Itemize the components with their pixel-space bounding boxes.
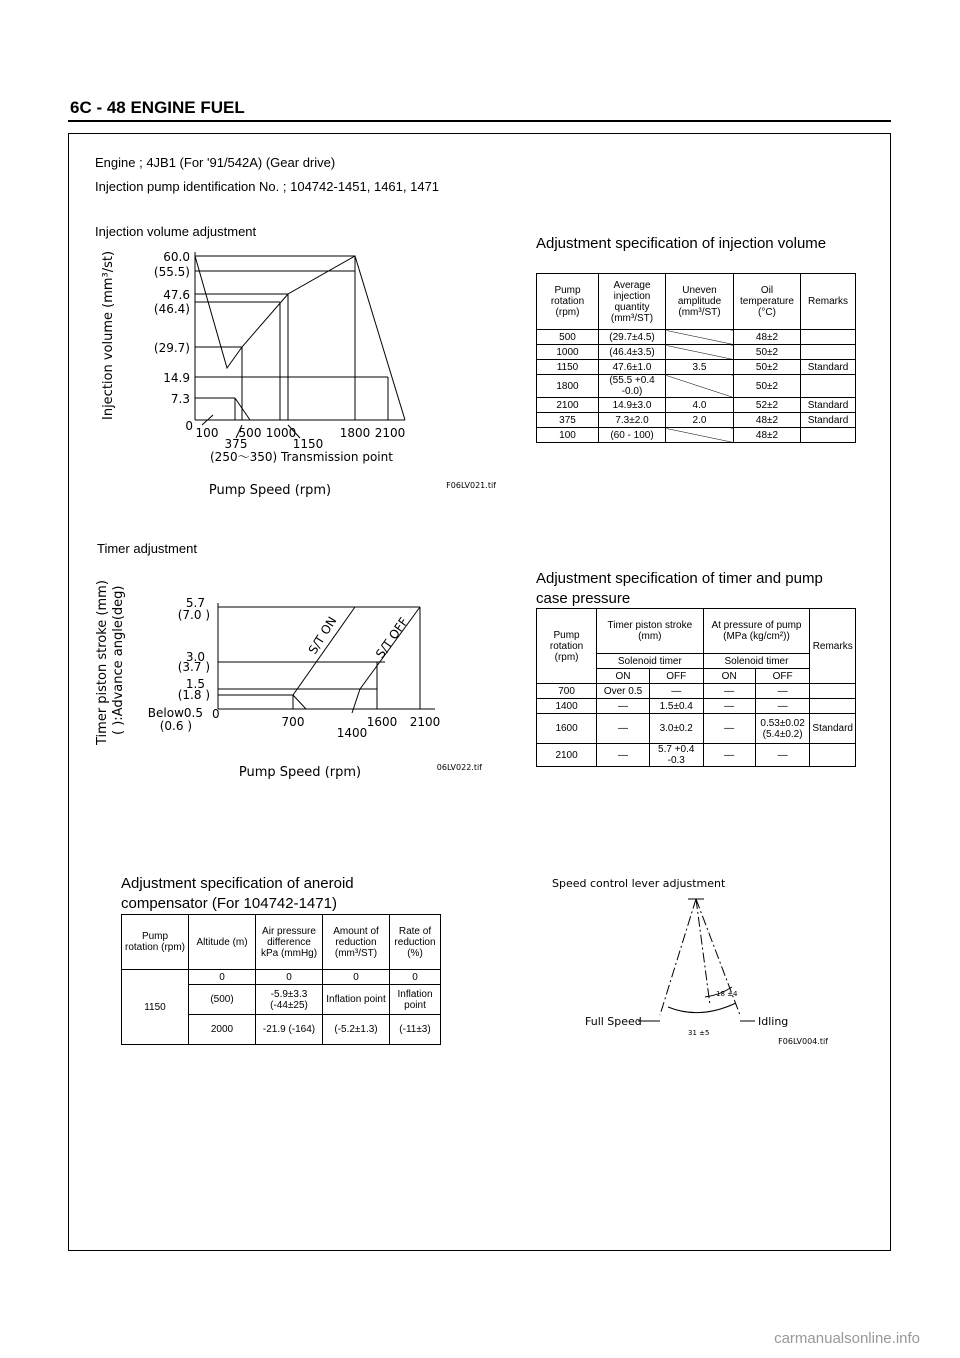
- inj-table-title: Adjustment specification of injection volume: [536, 235, 827, 252]
- lever-arc-outer: [668, 1003, 736, 1013]
- table-cell: 50±2: [734, 375, 801, 398]
- table-row: [537, 428, 856, 443]
- injection-trans-point: (250〜350) Transmission point: [210, 450, 393, 464]
- table-cell: 375: [537, 413, 599, 428]
- ath-alt: Altitude (m): [189, 915, 256, 970]
- timer-ytick: 3.0: [185, 650, 205, 664]
- table-cell: —: [703, 699, 755, 714]
- timer-ytick: (1.8 ): [177, 688, 210, 702]
- lever-angle2: 31 ±5: [688, 1029, 710, 1037]
- injection-curve: [195, 256, 405, 420]
- inj-ytick: 60.0: [163, 250, 190, 264]
- table-cell: [666, 330, 734, 345]
- inj-ytick: 14.9: [163, 371, 190, 385]
- table-cell: 1400: [537, 699, 597, 714]
- header-rule: [68, 120, 891, 122]
- th-oil: Oil temperature (°C): [734, 274, 801, 330]
- table-row: [537, 684, 856, 699]
- th-remarks: Remarks: [801, 274, 856, 330]
- table-cell: [801, 375, 856, 398]
- table-cell: 2.0: [666, 413, 734, 428]
- table-cell: 52±2: [734, 398, 801, 413]
- table-cell: —: [649, 684, 703, 699]
- timer-ytick: Below0.5: [147, 706, 203, 720]
- timer-on-foot: [293, 695, 306, 709]
- table-cell: —: [755, 744, 810, 767]
- table-cell: Inflation point: [323, 985, 390, 1015]
- th-pump: Pump rotation (rpm): [537, 274, 599, 330]
- table-cell: [810, 744, 856, 767]
- table-cell: —: [703, 684, 755, 699]
- table-cell: 14.9±3.0: [599, 398, 666, 413]
- timer-xtick: 2100: [409, 715, 441, 729]
- timer-xlabel: Pump Speed (rpm): [238, 765, 362, 780]
- inj-xtick: 1000: [265, 426, 297, 440]
- inj-ytick: 47.6: [163, 288, 190, 302]
- aneroid-spec-table: [121, 914, 441, 1045]
- ath-air: Air pressure difference kPa (mmHg): [256, 915, 323, 970]
- table-cell: Standard: [801, 360, 856, 375]
- table-row: [537, 375, 856, 398]
- timer-heading: Timer adjustment: [97, 541, 197, 556]
- timer-ytick: (7.0 ): [177, 608, 210, 622]
- table-cell: 1150: [537, 360, 599, 375]
- tth-sol2: Solenoid timer: [703, 654, 810, 669]
- table-cell: 3.0±0.2: [649, 714, 703, 744]
- tth-remarks: Remarks: [810, 609, 856, 684]
- table-cell: (-5.2±1.3): [323, 1015, 390, 1045]
- table-cell: —: [755, 684, 810, 699]
- timer-ytick: 5.7: [185, 596, 205, 610]
- table-cell: —: [703, 744, 755, 767]
- table-cell: 48±2: [734, 413, 801, 428]
- table-cell: Inflation point: [390, 985, 441, 1015]
- timer-fig-id: 06LV022.tif: [436, 763, 482, 772]
- inj-ytick: 0: [185, 419, 193, 433]
- table-cell: [801, 330, 856, 345]
- inj-ytick: (29.7): [153, 341, 190, 355]
- timer-ytick: (3.7 ): [177, 660, 210, 674]
- tth-on2: ON: [703, 669, 755, 684]
- table-cell: 0: [323, 970, 390, 985]
- table-cell: 0: [189, 970, 256, 985]
- table-cell-rpm: 1150: [122, 970, 189, 1045]
- table-cell: (55.5 +0.4 -0.0): [599, 375, 666, 398]
- table-row: [122, 970, 441, 985]
- injection-xlabel: Pump Speed (rpm): [208, 483, 332, 498]
- timer-xtick: 700: [281, 715, 305, 729]
- table-cell: [666, 345, 734, 360]
- table-row: [537, 413, 856, 428]
- table-row: [537, 744, 856, 767]
- tth-on1: ON: [597, 669, 650, 684]
- table-cell: -21.9 (-164): [256, 1015, 323, 1045]
- table-cell: (29.7±4.5): [599, 330, 666, 345]
- table-cell: (60 - 100): [599, 428, 666, 443]
- table-cell: [810, 699, 856, 714]
- table-cell: 3.5: [666, 360, 734, 375]
- table-cell: 1.5±0.4: [649, 699, 703, 714]
- tth-off2: OFF: [755, 669, 810, 684]
- page-title: 6C - 48 ENGINE FUEL: [70, 98, 245, 117]
- timer-table-title: Adjustment specification of timer and pump case pressure: [536, 570, 823, 607]
- th-uneven: Uneven amplitude (mm³/ST): [666, 274, 734, 330]
- aneroid-table-title: Adjustment specification of aneroid compensator (For 104742-1471): [121, 875, 354, 912]
- table-cell: 500: [537, 330, 599, 345]
- inj-xtick: 100: [195, 426, 219, 440]
- table-cell: 47.6±1.0: [599, 360, 666, 375]
- timer-spec-table: [536, 608, 856, 767]
- table-cell: 4.0: [666, 398, 734, 413]
- table-cell: [666, 375, 734, 398]
- table-row: [537, 398, 856, 413]
- table-cell: 1600: [537, 714, 597, 744]
- table-cell: 0: [390, 970, 441, 985]
- table-cell: [801, 345, 856, 360]
- table-row: [537, 360, 856, 375]
- table-cell: Standard: [810, 714, 856, 744]
- lever-fig-id: F06LV004.tif: [778, 1037, 828, 1046]
- table-cell: (500): [189, 985, 256, 1015]
- table-cell: 1000: [537, 345, 599, 360]
- table-cell: 48±2: [734, 330, 801, 345]
- lever-angle1: 18 ±4: [716, 990, 738, 998]
- lever-title: Speed control lever adjustment: [552, 877, 726, 890]
- inj-ytick: 7.3: [170, 392, 190, 406]
- table-cell: —: [755, 699, 810, 714]
- table-cell: 2000: [189, 1015, 256, 1045]
- timer-ytick: (0.6 ): [159, 719, 192, 733]
- lever-full-line: [660, 899, 696, 1015]
- timer-off-label: S/T OFF: [372, 614, 411, 661]
- timer-xtick: 1600: [366, 715, 398, 729]
- table-row: [537, 699, 856, 714]
- th-avg: Average injection quantity (mm³/ST): [599, 274, 666, 330]
- watermark: carmanualsonline.info: [774, 1330, 920, 1347]
- table-cell: -5.9±3.3 (-44±25): [256, 985, 323, 1015]
- table-cell: Over 0.5: [597, 684, 650, 699]
- table-cell: (46.4±3.5): [599, 345, 666, 360]
- tth-pump: Pump rotation (rpm): [537, 609, 597, 684]
- inj-xtick: 375: [224, 437, 248, 451]
- timer-on-label: S/T ON: [305, 614, 340, 657]
- inj-xtick: 2100: [374, 426, 406, 440]
- table-cell: [801, 428, 856, 443]
- table-cell: 5.7 +0.4 -0.3: [649, 744, 703, 767]
- timer-xtick: 1400: [336, 726, 368, 740]
- timer-ylabel2: ( ):Advance angle(deg): [111, 585, 126, 735]
- table-cell: 1800: [537, 375, 599, 398]
- lever-full-speed: Full Speed: [585, 1015, 642, 1028]
- lever-idling: Idling: [758, 1015, 789, 1028]
- table-row: [537, 345, 856, 360]
- injection-ylabel: Injection volume (mm³/st): [101, 250, 116, 420]
- inj-ytick: (55.5): [153, 265, 190, 279]
- table-cell: [666, 428, 734, 443]
- table-cell: Standard: [801, 413, 856, 428]
- table-cell: Standard: [801, 398, 856, 413]
- ath-pump: Pump rotation (rpm): [122, 915, 189, 970]
- table-cell: 7.3±2.0: [599, 413, 666, 428]
- ath-amount: Amount of reduction (mm³/ST): [323, 915, 390, 970]
- tth-sol1: Solenoid timer: [597, 654, 703, 669]
- inj-spec-table: [536, 273, 856, 443]
- tth-stroke: Timer piston stroke (mm): [597, 609, 703, 654]
- tth-off1: OFF: [649, 669, 703, 684]
- injection-fig-id: F06LV021.tif: [446, 481, 496, 490]
- inj-ytick: (46.4): [153, 302, 190, 316]
- inj-xtick: 1800: [339, 426, 371, 440]
- ath-rate: Rate of reduction (%): [390, 915, 441, 970]
- table-cell: (-11±3): [390, 1015, 441, 1045]
- timer-chart: [90, 580, 510, 785]
- lever-diagram: [552, 875, 840, 1050]
- table-cell: 2100: [537, 744, 597, 767]
- table-cell: 50±2: [734, 360, 801, 375]
- table-cell: —: [597, 699, 650, 714]
- inj-xtick: 500: [238, 426, 262, 440]
- engine-line: Engine ; 4JB1 (For '91/542A) (Gear drive): [95, 155, 336, 170]
- pump-id-line: Injection pump identification No. ; 104742-1451, 1461, 1471: [95, 179, 440, 194]
- table-cell: —: [703, 714, 755, 744]
- inj-xtick: 1150: [292, 437, 324, 451]
- table-cell: 48±2: [734, 428, 801, 443]
- timer-ytick: 0: [212, 707, 220, 721]
- table-row: [537, 330, 856, 345]
- table-cell: 100: [537, 428, 599, 443]
- table-cell: 700: [537, 684, 597, 699]
- table-row: [537, 714, 856, 744]
- lever-mid-line: [696, 899, 710, 1005]
- table-cell: —: [597, 744, 650, 767]
- injection-heading: Injection volume adjustment: [95, 224, 257, 239]
- injection-chart: [90, 240, 510, 505]
- table-cell: 0.53±0.02 (5.4±0.2): [755, 714, 810, 744]
- timer-ytick: 1.5: [185, 677, 205, 691]
- table-cell: 0: [256, 970, 323, 985]
- tth-pressure: At pressure of pump (MPa (kg/cm²)): [703, 609, 810, 654]
- table-cell: 2100: [537, 398, 599, 413]
- table-cell: [810, 684, 856, 699]
- table-cell: 50±2: [734, 345, 801, 360]
- table-cell: —: [597, 714, 650, 744]
- timer-ylabel1: Timer piston stroke (mm): [95, 580, 110, 745]
